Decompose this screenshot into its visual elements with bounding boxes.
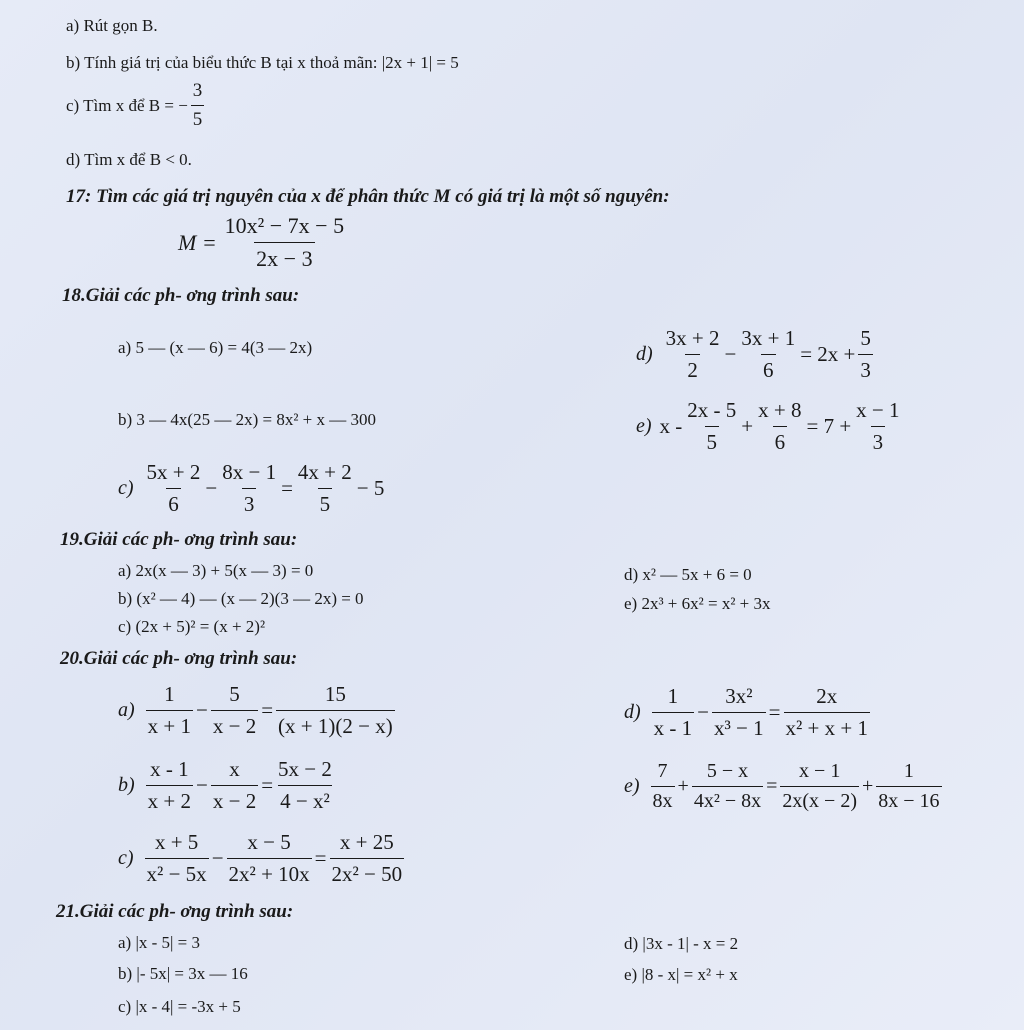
- p18-c-op2: =: [281, 476, 293, 500]
- p20-e-f4n: 1: [903, 760, 914, 782]
- p18-c-f2d: 3: [242, 488, 257, 517]
- p20-b-op2: =: [261, 773, 274, 797]
- p21-e: e) |8 - x| = x² + x: [624, 965, 738, 984]
- p18-c-f1d: 6: [166, 488, 181, 517]
- p20-b-frac1: [146, 757, 193, 814]
- p20-e-frac1: [651, 760, 675, 813]
- p17-num: 10x² − 7x − 5: [224, 213, 345, 238]
- p20-d-f1d: x - 1: [652, 712, 695, 741]
- p20-c-f3d: 2x² − 50: [330, 858, 405, 887]
- p20-b-f1d: x + 2: [146, 785, 193, 814]
- p20-d-f1n: 1: [667, 684, 679, 708]
- p20-a-op1: −: [196, 698, 208, 722]
- p18-c-label: c): [118, 477, 134, 499]
- p20-e-frac3: [780, 760, 859, 813]
- p18-d: [636, 326, 876, 383]
- p20-c-f3n: x + 25: [339, 830, 394, 854]
- p20-c-frac2: [227, 830, 312, 887]
- p19-c: c) (2x + 5)² = (x + 2)²: [118, 617, 266, 636]
- p18-e-f3n: x − 1: [856, 398, 900, 422]
- p18-c-tail: − 5: [356, 476, 385, 500]
- p20-title: 20.Giải các ph- ơng trình sau:: [60, 648, 298, 669]
- p20-d-frac1: [652, 684, 695, 741]
- p18-d-frac1: [664, 326, 722, 383]
- p20-e-frac4: [876, 760, 941, 813]
- p20-a: [118, 682, 398, 739]
- p18-e-f2d: 6: [773, 426, 788, 455]
- p20-d-f3n: 2x: [816, 684, 838, 708]
- p16-b: b) Tính giá trị của biểu thức B tại x thoả mãn: |2x + 1| = 5: [66, 53, 459, 72]
- p20-c: [118, 830, 407, 887]
- p18-c-f1n: 5x + 2: [146, 460, 201, 484]
- p16-c: [66, 80, 207, 131]
- p18-d-label: d): [636, 343, 653, 365]
- p18-d-frac2: [739, 326, 797, 383]
- p20-b-frac3: [276, 757, 334, 814]
- p20-b: [118, 757, 337, 814]
- p20-d: [624, 684, 873, 741]
- p20-e-f1d: 8x: [651, 786, 675, 813]
- p18-e-pre: x -: [659, 414, 683, 438]
- p20-e-f1n: 7: [657, 760, 668, 782]
- p18-c-frac1: [145, 460, 203, 517]
- p20-e-frac2: [692, 760, 763, 813]
- p20-c-f2n: x − 5: [247, 830, 291, 854]
- p18-d-f1n: 3x + 2: [665, 326, 720, 350]
- p20-a-op2: =: [261, 698, 274, 722]
- p20-b-f1n: x - 1: [150, 757, 189, 781]
- p18-e-f1n: 2x - 5: [687, 398, 737, 422]
- p18-c: [118, 460, 384, 517]
- p18-c-f3n: 4x + 2: [297, 460, 352, 484]
- p17-fraction: [223, 213, 346, 272]
- p20-e-f3d: 2x(x − 2): [780, 786, 859, 813]
- p20-e-op2: =: [766, 775, 778, 797]
- p18-c-frac2: [220, 460, 278, 517]
- p21-title: 21.Giải các ph- ơng trình sau:: [56, 901, 294, 922]
- p20-a-f1d: x + 1: [146, 710, 193, 739]
- p20-d-op1: −: [697, 700, 710, 724]
- p20-e-label: e): [624, 775, 640, 797]
- p20-e-f2d: 4x² − 8x: [692, 786, 763, 813]
- p20-b-f3n: 5x − 2: [278, 757, 332, 781]
- p19-title: 19.Giải các ph- ơng trình sau:: [60, 529, 298, 550]
- p18-c-frac3: [296, 460, 354, 517]
- p21-a: a) |x - 5| = 3: [118, 933, 201, 952]
- p20-e-op3: +: [862, 775, 874, 797]
- p20-b-frac2: [211, 757, 258, 814]
- p18-d-f1d: 2: [685, 354, 700, 383]
- p20-a-f3n: 15: [324, 682, 346, 706]
- p20-a-f2n: 5: [229, 682, 240, 706]
- p20-d-f2n: 3x²: [725, 684, 753, 708]
- p18-d-f2n: 3x + 1: [741, 326, 796, 350]
- p18-c-op1: −: [205, 476, 218, 500]
- p20-c-op1: −: [211, 846, 224, 870]
- p18-e-f3d: 3: [871, 426, 886, 455]
- p18-d-mid: = 2x +: [800, 342, 856, 366]
- p18-d-op1: −: [724, 342, 737, 366]
- p19-d: d) x² — 5x + 6 = 0: [624, 565, 752, 584]
- p20-e-op1: +: [677, 775, 689, 797]
- p17-lhs: M =: [178, 229, 217, 255]
- p18-e-frac2: [756, 398, 803, 455]
- p20-e-f3n: x − 1: [799, 760, 841, 782]
- p21-c: c) |x - 4| = -3x + 5: [118, 997, 241, 1016]
- p20-c-f2d: 2x² + 10x: [227, 858, 312, 887]
- p20-a-frac2: [211, 682, 258, 739]
- p20-b-f3d: 4 − x²: [278, 785, 332, 814]
- p19-e: e) 2x³ + 6x² = x² + 3x: [624, 594, 771, 613]
- p18-e-mid: = 7 +: [806, 414, 852, 438]
- p17-formula: [178, 213, 349, 272]
- p20-e-f2n: 5 − x: [706, 760, 749, 782]
- p20-d-op2: =: [768, 700, 781, 724]
- p20-a-label: a): [118, 699, 135, 721]
- p18-title: 18.Giải các ph- ơng trình sau:: [62, 285, 300, 306]
- p20-d-frac3: [784, 684, 870, 741]
- p18-e: [636, 398, 905, 455]
- p20-e: [624, 760, 945, 813]
- p18-d-f3d: 3: [858, 354, 873, 383]
- p18-b: b) 3 — 4x(25 — 2x) = 8x² + x — 300: [118, 410, 377, 429]
- p20-d-label: d): [624, 701, 641, 723]
- p18-e-op1: +: [741, 414, 754, 438]
- p20-c-op2: =: [314, 846, 327, 870]
- p18-a: a) 5 — (x — 6) = 4(3 — 2x): [118, 338, 313, 357]
- p21-d: d) |3x - 1| - x = 2: [624, 934, 739, 953]
- p20-a-frac1: [146, 682, 193, 739]
- p19-a: a) 2x(x — 3) + 5(x — 3) = 0: [118, 561, 314, 580]
- p17-den: 2x − 3: [254, 242, 314, 272]
- p18-d-f3n: 5: [860, 326, 871, 350]
- p18-e-f1d: 5: [705, 426, 720, 455]
- p16-c-label: c) Tìm x để B = −: [66, 95, 188, 115]
- p20-b-f2d: x − 2: [211, 785, 258, 814]
- p16-c-den: 5: [191, 105, 205, 131]
- p21-b: b) |- 5x| = 3x — 16: [118, 964, 248, 983]
- p18-c-f2n: 8x − 1: [222, 460, 277, 484]
- p16-c-num: 3: [192, 80, 203, 101]
- p18-d-f2d: 6: [761, 354, 776, 383]
- p20-b-op1: −: [196, 773, 208, 797]
- p16-c-fraction: [191, 80, 205, 131]
- p16-a: a) Rút gọn B.: [66, 16, 158, 35]
- p20-c-frac1: [145, 830, 209, 887]
- p20-c-f1d: x² − 5x: [145, 858, 209, 887]
- p20-c-frac3: [330, 830, 405, 887]
- p20-c-f1n: x + 5: [154, 830, 199, 854]
- p20-a-f2d: x − 2: [211, 710, 258, 739]
- p18-e-label: e): [636, 415, 652, 437]
- p18-d-frac3: [858, 326, 873, 383]
- p20-d-f3d: x² + x + 1: [784, 712, 870, 741]
- p20-b-f2n: x: [229, 757, 240, 781]
- p19-b: b) (x² — 4) — (x — 2)(3 — 2x) = 0: [118, 589, 364, 608]
- p20-d-frac2: [712, 684, 766, 741]
- p18-c-f3d: 5: [318, 488, 333, 517]
- p18-e-frac1: [685, 398, 738, 455]
- p18-e-f2n: x + 8: [758, 398, 802, 422]
- p20-a-f1n: 1: [164, 682, 175, 706]
- p20-a-f3d: (x + 1)(2 − x): [276, 710, 395, 739]
- p18-e-frac3: [854, 398, 901, 455]
- p20-a-frac3: [276, 682, 395, 739]
- p20-d-f2d: x³ − 1: [712, 712, 766, 741]
- p20-c-label: c): [118, 847, 134, 869]
- p20-e-f4d: 8x − 16: [876, 786, 941, 813]
- p16-d: d) Tìm x để B < 0.: [66, 150, 192, 169]
- p17-title: 17: Tìm các giá trị nguyên của x để phân thức M có giá trị là một số nguyên:: [66, 186, 670, 207]
- p20-b-label: b): [118, 774, 135, 796]
